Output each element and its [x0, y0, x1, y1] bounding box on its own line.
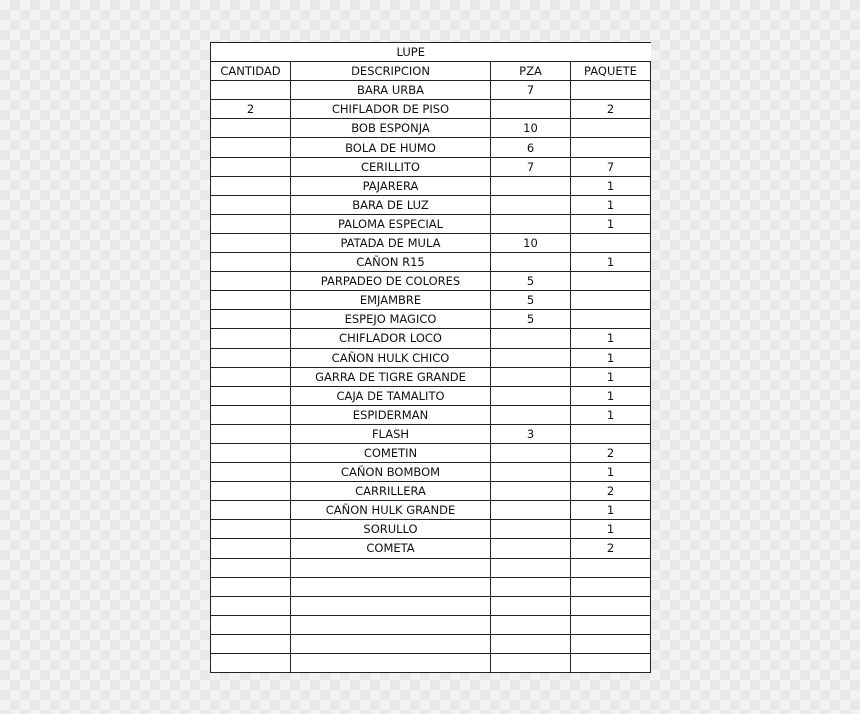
cantidad-cell: [211, 329, 291, 348]
descripcion-cell: PARPADEO DE COLORES: [291, 272, 491, 291]
paquete-cell: 2: [571, 539, 651, 558]
table-row: [211, 424, 651, 443]
descripcion-cell: COMETA: [291, 539, 491, 558]
pza-cell: [491, 386, 571, 405]
descripcion-cell: CAÑON HULK CHICO: [291, 348, 491, 367]
pza-cell: 3: [491, 424, 571, 443]
descripcion-cell: [291, 558, 491, 577]
paquete-cell: [571, 596, 651, 615]
table-row: [211, 157, 651, 176]
pza-cell: [491, 634, 571, 653]
table-row: [211, 253, 651, 272]
descripcion-cell: GARRA DE TIGRE GRANDE: [291, 367, 491, 386]
cantidad-cell: [211, 577, 291, 596]
paquete-cell: [571, 119, 651, 138]
pza-cell: [491, 195, 571, 214]
cantidad-cell: [211, 463, 291, 482]
descripcion-cell: [291, 634, 491, 653]
paquete-cell: 1: [571, 367, 651, 386]
table-row: [211, 386, 651, 405]
paquete-cell: 1: [571, 520, 651, 539]
descripcion-cell: PAJARERA: [291, 176, 491, 195]
pza-cell: [491, 348, 571, 367]
descripcion-cell: CAÑON R15: [291, 253, 491, 272]
table-row: [211, 100, 651, 119]
cantidad-cell: [211, 634, 291, 653]
paquete-cell: 2: [571, 100, 651, 119]
table-row: [211, 405, 651, 424]
cantidad-cell: [211, 291, 291, 310]
cantidad-cell: [211, 119, 291, 138]
pza-cell: [491, 596, 571, 615]
paquete-cell: 1: [571, 253, 651, 272]
cantidad-cell: [211, 520, 291, 539]
cantidad-cell: [211, 195, 291, 214]
table-row: [211, 329, 651, 348]
pza-cell: [491, 577, 571, 596]
descripcion-cell: BARA DE LUZ: [291, 195, 491, 214]
paquete-cell: [571, 272, 651, 291]
table-row: [211, 81, 651, 100]
cantidad-cell: [211, 539, 291, 558]
descripcion-cell: PATADA DE MULA: [291, 233, 491, 252]
paquete-cell: [571, 81, 651, 100]
cantidad-cell: [211, 348, 291, 367]
table-row: [211, 272, 651, 291]
paquete-cell: [571, 615, 651, 634]
pza-cell: [491, 520, 571, 539]
table-title: [211, 43, 651, 62]
pza-cell: [491, 329, 571, 348]
cantidad-cell: [211, 272, 291, 291]
descripcion-cell: [291, 596, 491, 615]
table-row: [211, 539, 651, 558]
paquete-cell: 2: [571, 482, 651, 501]
pza-cell: 5: [491, 310, 571, 329]
paquete-cell: 1: [571, 501, 651, 520]
table-row: [211, 119, 651, 138]
paquete-cell: [571, 310, 651, 329]
cantidad-cell: 2: [211, 100, 291, 119]
cantidad-cell: [211, 157, 291, 176]
descripcion-cell: ESPEJO MAGICO: [291, 310, 491, 329]
descripcion-cell: CAÑON BOMBOM: [291, 463, 491, 482]
cantidad-cell: [211, 367, 291, 386]
header-paquete: PAQUETE: [571, 62, 651, 81]
pza-cell: [491, 615, 571, 634]
pza-cell: [491, 539, 571, 558]
descripcion-cell: COMETIN: [291, 443, 491, 462]
table-row: [211, 138, 651, 157]
descripcion-cell: CAÑON HULK GRANDE: [291, 501, 491, 520]
header-pza: PZA: [491, 62, 571, 81]
descripcion-cell: BOB ESPONJA: [291, 119, 491, 138]
pza-cell: 5: [491, 291, 571, 310]
table-row: [211, 310, 651, 329]
cantidad-cell: [211, 138, 291, 157]
pza-cell: [491, 253, 571, 272]
pza-cell: [491, 482, 571, 501]
pza-cell: [491, 654, 571, 673]
table-row: [211, 233, 651, 252]
paquete-cell: 1: [571, 195, 651, 214]
cantidad-cell: [211, 596, 291, 615]
cantidad-cell: [211, 424, 291, 443]
table-row: [211, 214, 651, 233]
table-row: [211, 520, 651, 539]
pza-cell: 10: [491, 233, 571, 252]
pza-cell: 5: [491, 272, 571, 291]
paquete-cell: [571, 138, 651, 157]
cantidad-cell: [211, 443, 291, 462]
descripcion-cell: FLASH: [291, 424, 491, 443]
cantidad-cell: [211, 615, 291, 634]
pza-cell: 7: [491, 157, 571, 176]
pza-cell: 7: [491, 81, 571, 100]
header-row: [211, 62, 651, 81]
paquete-cell: [571, 577, 651, 596]
pza-cell: [491, 367, 571, 386]
pza-cell: [491, 176, 571, 195]
paquete-cell: 1: [571, 214, 651, 233]
cantidad-cell: [211, 214, 291, 233]
descripcion-cell: EMJAMBRE: [291, 291, 491, 310]
table-row: [211, 176, 651, 195]
table-title-text: LUPE: [396, 45, 425, 60]
paquete-cell: 1: [571, 386, 651, 405]
descripcion-cell: [291, 654, 491, 673]
table-row: [211, 577, 651, 596]
paquete-cell: 7: [571, 157, 651, 176]
descripcion-cell: [291, 577, 491, 596]
table-row: [211, 654, 651, 673]
descripcion-cell: ESPIDERMAN: [291, 405, 491, 424]
cantidad-cell: [211, 405, 291, 424]
paquete-cell: 2: [571, 443, 651, 462]
paquete-cell: 1: [571, 329, 651, 348]
descripcion-cell: BOLA DE HUMO: [291, 138, 491, 157]
header-descripcion: DESCRIPCION: [291, 62, 491, 81]
table-row: [211, 482, 651, 501]
pza-cell: [491, 501, 571, 520]
table-row: [211, 463, 651, 482]
paquete-cell: 1: [571, 405, 651, 424]
paquete-cell: [571, 558, 651, 577]
paquete-cell: [571, 291, 651, 310]
pza-cell: [491, 100, 571, 119]
paquete-cell: 1: [571, 463, 651, 482]
paquete-cell: 1: [571, 176, 651, 195]
table-row: [211, 558, 651, 577]
paquete-cell: [571, 634, 651, 653]
table-row: [211, 501, 651, 520]
table-row: [211, 367, 651, 386]
pza-cell: [491, 443, 571, 462]
pza-cell: [491, 558, 571, 577]
inventory-table: [210, 42, 651, 673]
cantidad-cell: [211, 176, 291, 195]
pza-cell: 6: [491, 138, 571, 157]
table-row: [211, 634, 651, 653]
descripcion-cell: SORULLO: [291, 520, 491, 539]
table-row: [211, 596, 651, 615]
descripcion-cell: CERILLITO: [291, 157, 491, 176]
table-row: [211, 348, 651, 367]
cantidad-cell: [211, 654, 291, 673]
descripcion-cell: CHIFLADOR DE PISO: [291, 100, 491, 119]
cantidad-cell: [211, 501, 291, 520]
paquete-cell: 1: [571, 348, 651, 367]
descripcion-cell: BARA URBA: [291, 81, 491, 100]
table-row: [211, 615, 651, 634]
header-cantidad: CANTIDAD: [211, 62, 291, 81]
cantidad-cell: [211, 558, 291, 577]
paquete-cell: [571, 233, 651, 252]
paquete-cell: [571, 424, 651, 443]
descripcion-cell: PALOMA ESPECIAL: [291, 214, 491, 233]
cantidad-cell: [211, 233, 291, 252]
table-body: [211, 43, 651, 673]
pza-cell: [491, 463, 571, 482]
descripcion-cell: CARRILLERA: [291, 482, 491, 501]
title-row: [211, 43, 651, 62]
descripcion-cell: CHIFLADOR LOCO: [291, 329, 491, 348]
cantidad-cell: [211, 81, 291, 100]
table-row: [211, 195, 651, 214]
cantidad-cell: [211, 482, 291, 501]
table-row: [211, 291, 651, 310]
paquete-cell: [571, 654, 651, 673]
cantidad-cell: [211, 310, 291, 329]
pza-cell: [491, 214, 571, 233]
pza-cell: [491, 405, 571, 424]
descripcion-cell: [291, 615, 491, 634]
cantidad-cell: [211, 253, 291, 272]
table-row: [211, 443, 651, 462]
pza-cell: 10: [491, 119, 571, 138]
cantidad-cell: [211, 386, 291, 405]
descripcion-cell: CAJA DE TAMALITO: [291, 386, 491, 405]
